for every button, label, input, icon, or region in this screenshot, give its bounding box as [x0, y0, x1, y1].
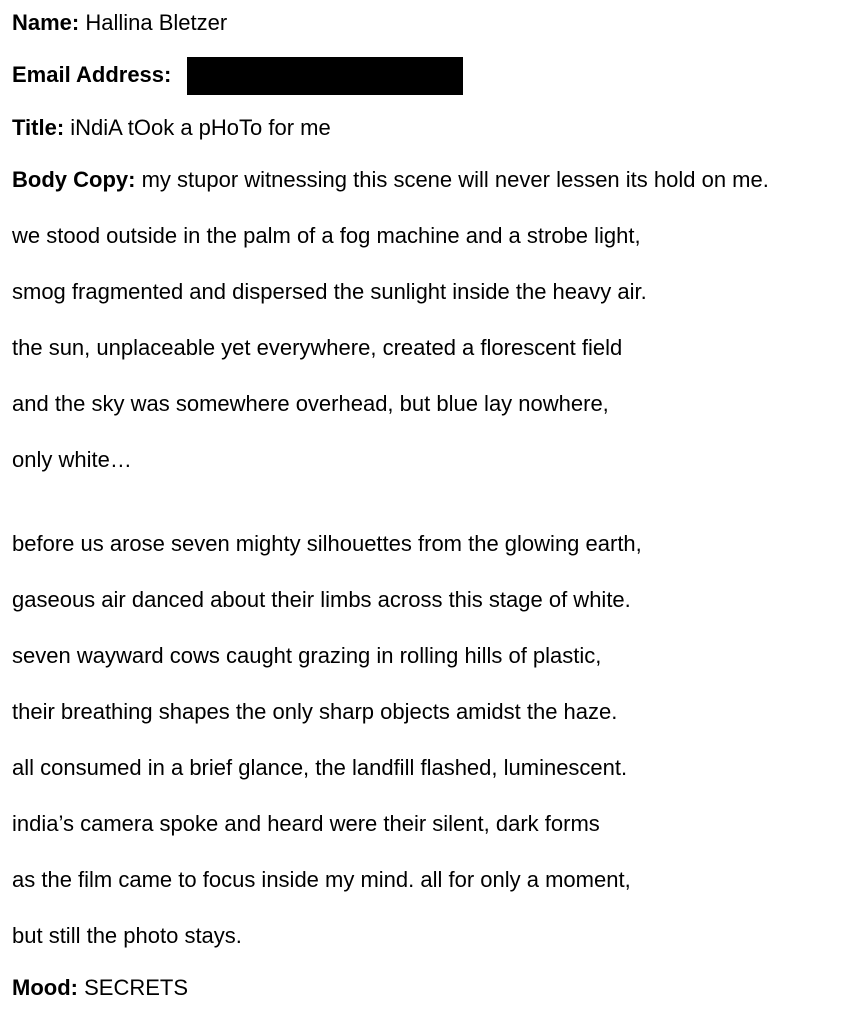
- body-first-line: my stupor witnessing this scene will never lessen its hold on me.: [141, 167, 769, 192]
- poem-line: we stood outside in the palm of a fog machine and a strobe light,: [12, 223, 641, 248]
- poem-line: smog fragmented and dispersed the sunlight inside the heavy air.: [12, 279, 647, 304]
- poem-line: and the sky was somewhere overhead, but blue lay nowhere,: [12, 391, 609, 416]
- poem-line: all consumed in a brief glance, the landfill flashed, luminescent.: [12, 755, 628, 780]
- name-value: Hallina Bletzer: [85, 10, 228, 35]
- body-copy-row: [12, 167, 769, 193]
- title-row: [12, 115, 331, 141]
- email-label: Email Address:: [12, 62, 172, 87]
- mood-value: SECRETS: [84, 975, 189, 1000]
- poem-line: but still the photo stays.: [12, 923, 242, 948]
- poem-line: as the film came to focus inside my mind. all for only a moment,: [12, 867, 631, 892]
- title-label: Title:: [12, 115, 65, 140]
- title-value: iNdiA tOok a pHoTo for me: [70, 115, 331, 140]
- name-row: [12, 10, 227, 36]
- poem-line: gaseous air danced about their limbs across this stage of white.: [12, 587, 631, 612]
- poem-line: their breathing shapes the only sharp objects amidst the haze.: [12, 699, 618, 724]
- body-copy-label: Body Copy:: [12, 167, 136, 192]
- poem-line: only white…: [12, 447, 132, 472]
- mood-label: Mood:: [12, 975, 78, 1000]
- poem-line: the sun, unplaceable yet everywhere, created a florescent field: [12, 335, 623, 360]
- poem-line: before us arose seven mighty silhouettes from the glowing earth,: [12, 531, 642, 556]
- email-row: [12, 62, 171, 88]
- mood-row: [12, 975, 188, 1001]
- poem-line: seven wayward cows caught grazing in rolling hills of plastic,: [12, 643, 602, 668]
- name-label: Name:: [12, 10, 80, 35]
- poem-line: india’s camera spoke and heard were their silent, dark forms: [12, 811, 600, 836]
- email-redaction-bar: [187, 57, 463, 95]
